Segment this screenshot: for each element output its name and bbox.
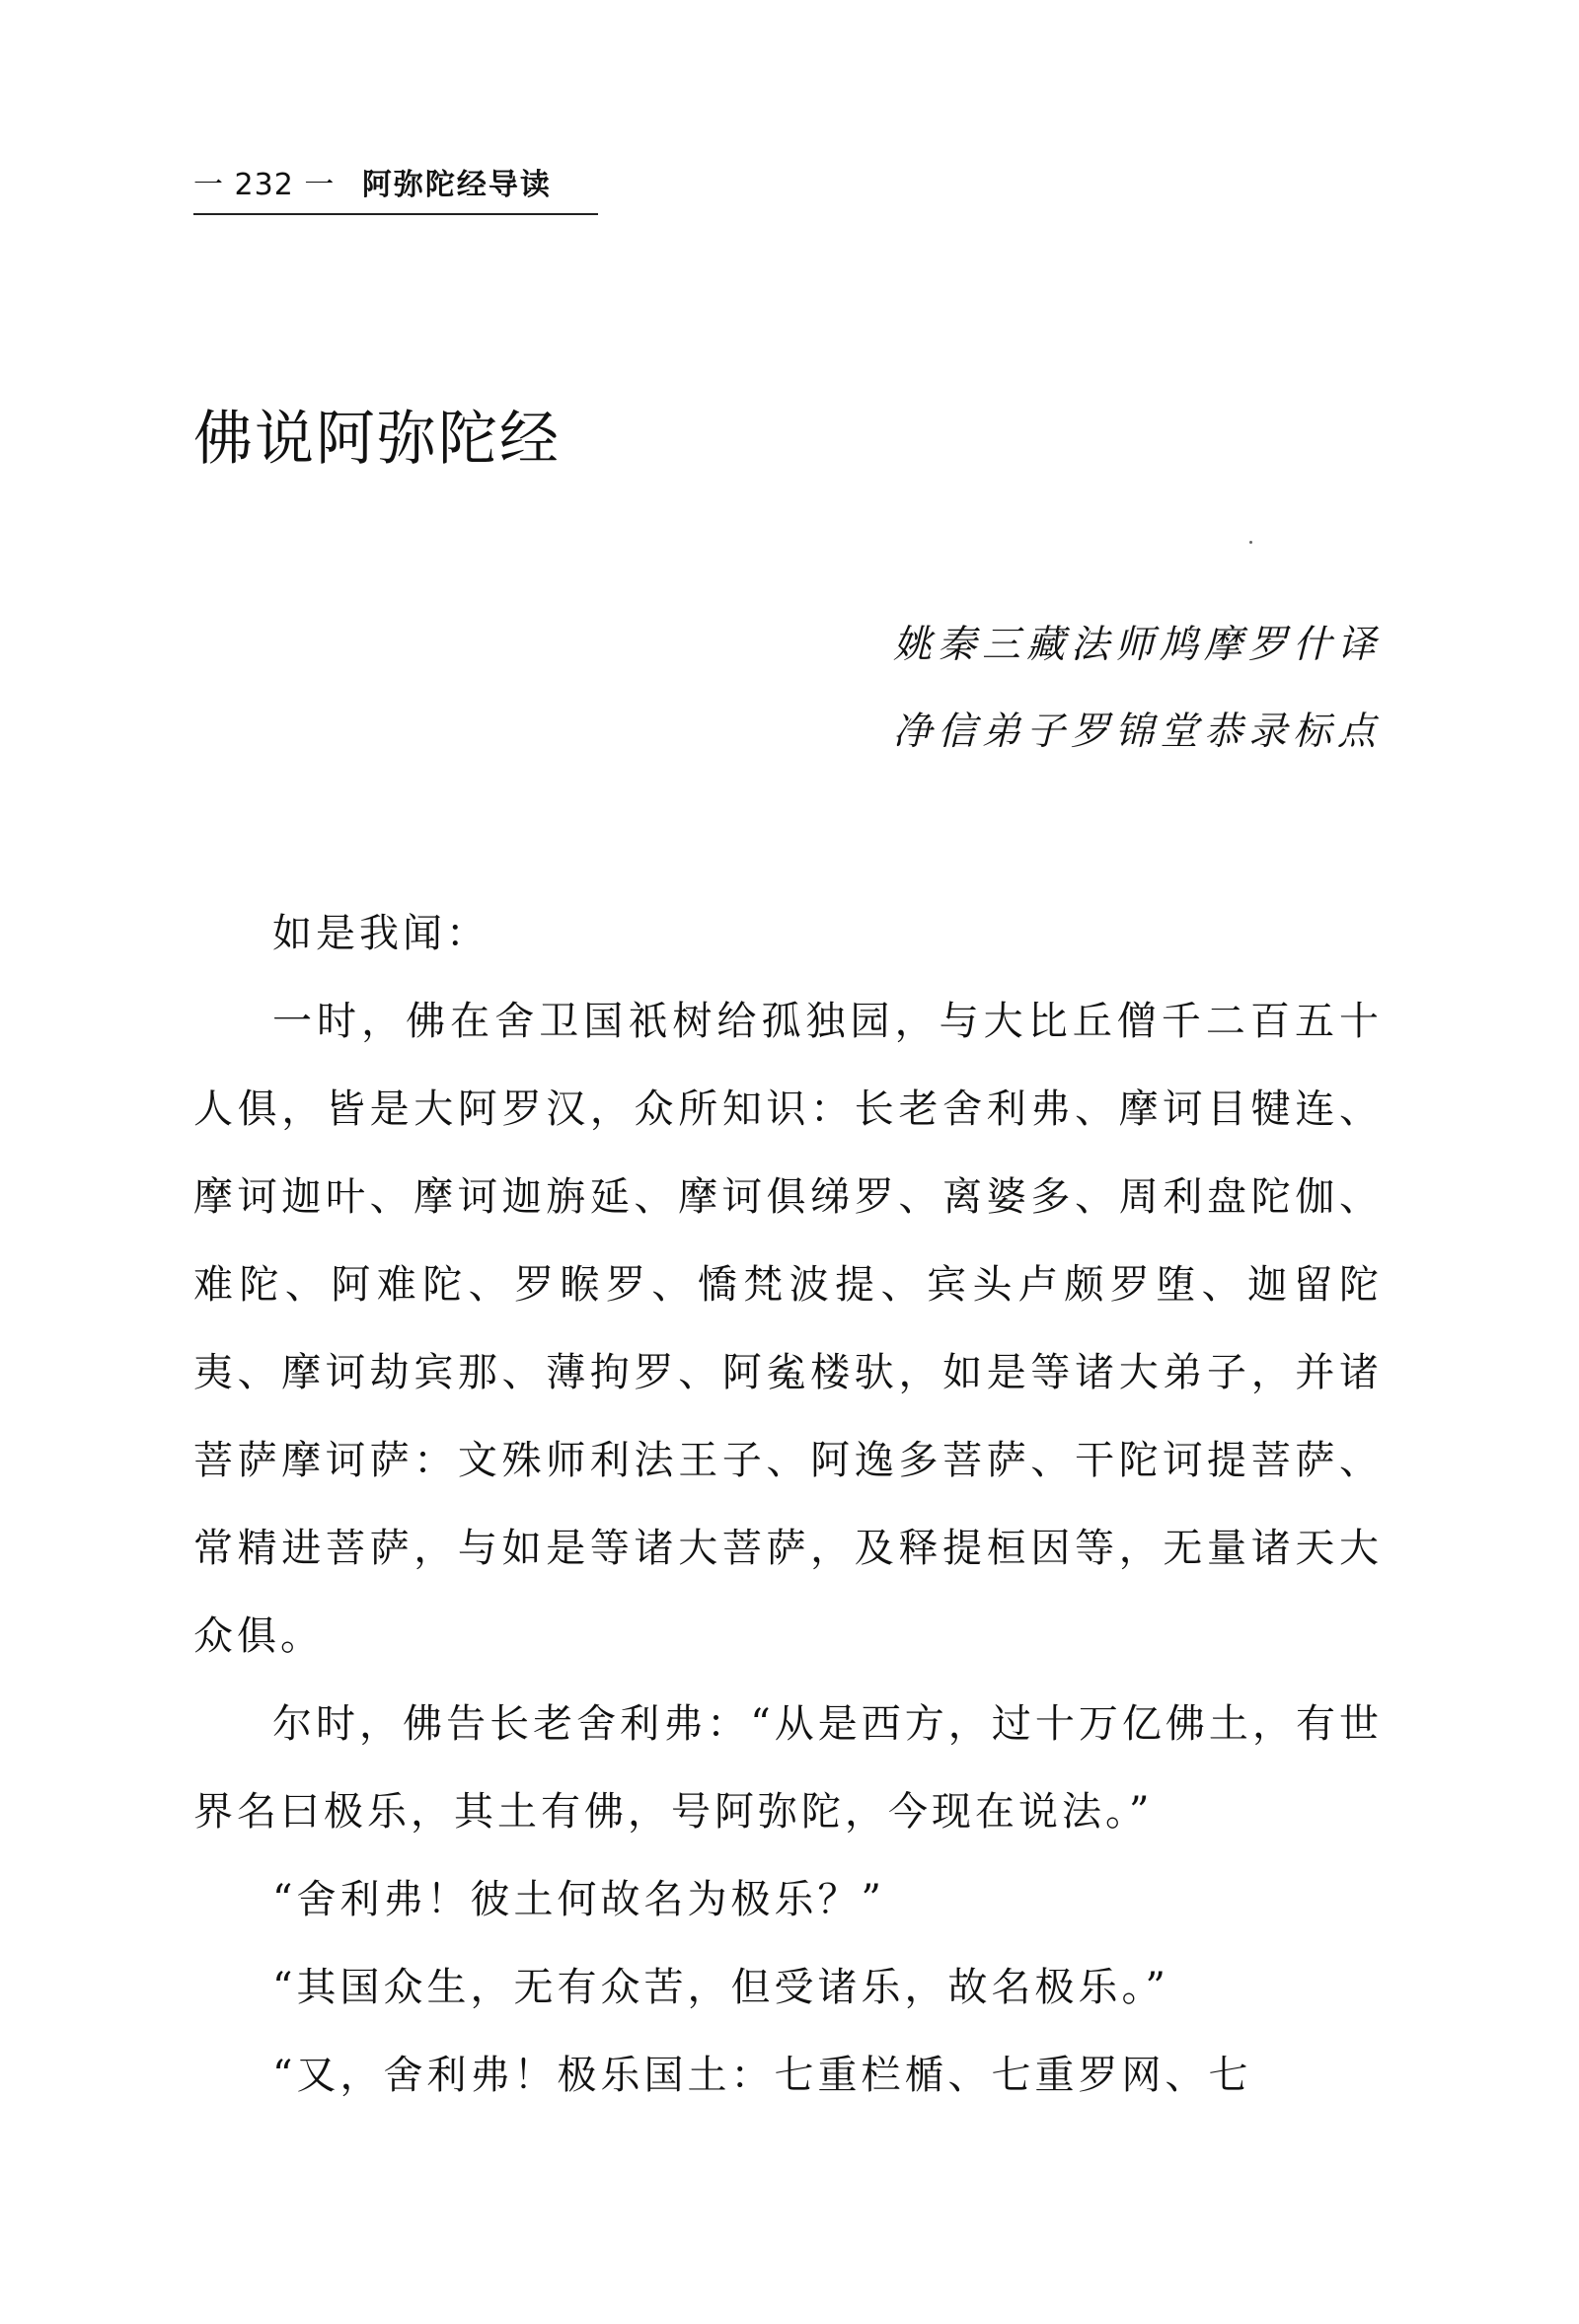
- scan-speck: [1249, 541, 1252, 544]
- sutra-title: 佛说阿弥陀经: [193, 405, 561, 474]
- translator-line: 姚秦三藏法师鸠摩罗什译: [892, 623, 1382, 667]
- attribution-block: [893, 602, 1382, 776]
- book-title: 阿弥陀经导读: [361, 168, 552, 202]
- paragraph-question: “舍利弗！彼土何故名为极乐？”: [272, 1877, 885, 1922]
- paragraph-western-land: 尔时，佛告长老舍利弗：“从是西方，过十万亿佛土，有世界名曰极乐，其土有佛，号阿弥陀，今现在说法。”: [193, 1701, 1383, 1835]
- paragraph-assembly: 一时，佛在舍卫国祇树给孤独园，与大比丘僧千二百五十人俱，皆是大阿罗汉，众所知识：长老舍利弗、摩诃目犍连、摩诃迦叶、摩诃迦旃延、摩诃俱绨罗、离婆多、周利盘陀伽、难陀、阿难陀、罗睺罗、憍梵波提、宾头卢颇罗堕、迦留陀夷、摩诃劫宾那、薄拘罗、阿㝹楼驮，如是等诸大弟子，并诸菩萨摩诃萨：文殊师利法王子、阿逸多菩萨、干陀诃提菩萨、常精进菩萨，与如是等诸大菩萨，及释提桓因等，无量诸天大众俱。: [193, 999, 1383, 1659]
- paragraph-opening: 如是我闻：: [272, 911, 489, 956]
- paragraph-railings: “又，舍利弗！极乐国土：七重栏楯、七重罗网、七: [272, 2053, 1252, 2098]
- paragraph-answer: “其国众生，无有众苦，但受诸乐，故名极乐。”: [272, 1965, 1169, 2010]
- punctuator-line: 净信弟子罗锦堂恭录标点: [892, 710, 1382, 754]
- sutra-body: [193, 890, 1383, 2120]
- running-header: [193, 166, 598, 215]
- page-number: 一 232 一: [193, 168, 336, 202]
